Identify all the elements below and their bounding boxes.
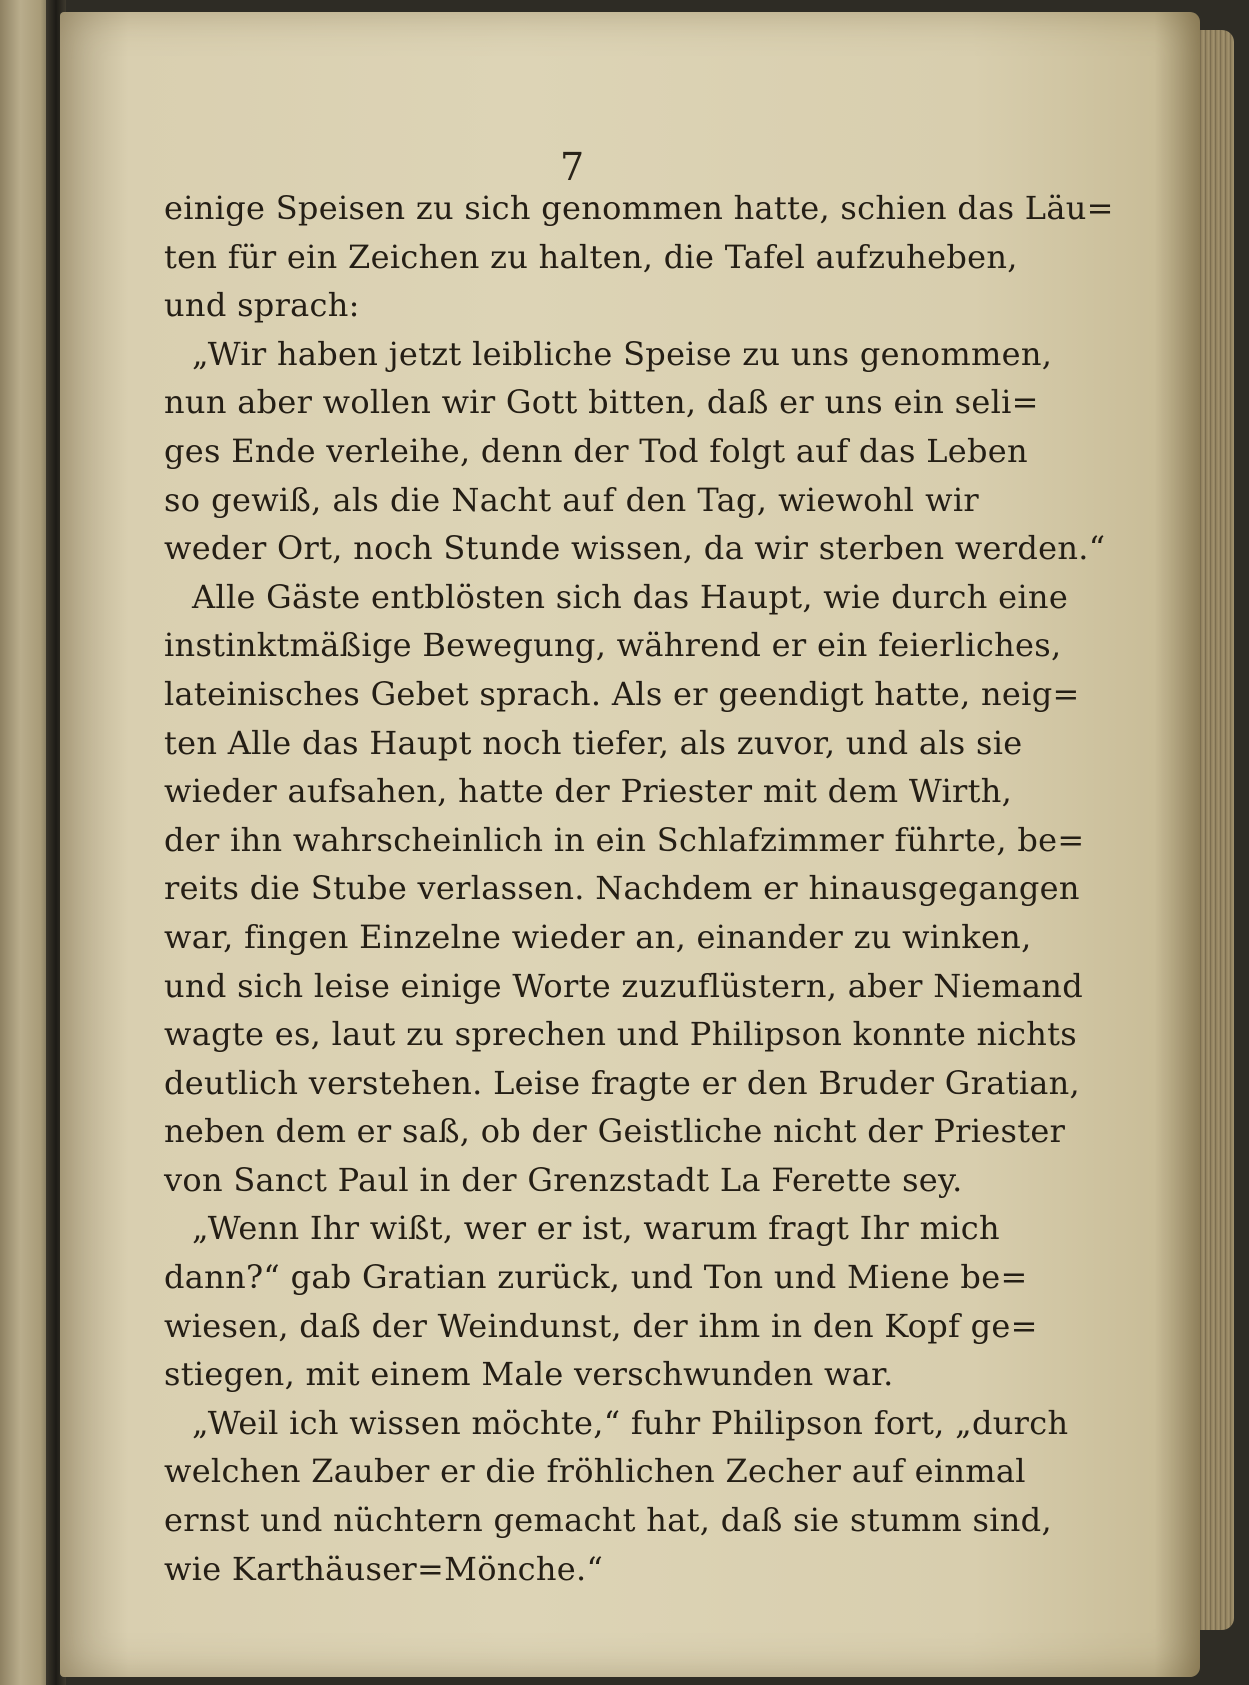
text-line: und sprach: [164, 286, 360, 325]
page-number: 7 [560, 145, 585, 189]
text-line: wiesen, daß der Weindunst, der ihm in den Kopf ge= [164, 1306, 1038, 1345]
text-line: ges Ende verleihe, denn der Tod folgt auf das Leben [164, 431, 1028, 470]
text-line: neben dem er saß, ob der Geistliche nicht der Priester [164, 1112, 1066, 1151]
text-line: nun aber wollen wir Gott bitten, daß er uns ein seli= [164, 383, 1039, 422]
text-line: so gewiß, als die Nacht auf den Tag, wiewohl wir [164, 480, 979, 519]
text-line: wie Karthäuser=Mönche.“ [164, 1549, 604, 1588]
page-stack-edges [1196, 30, 1234, 1630]
text-line: instinktmäßige Bewegung, während er ein feierliches, [164, 626, 1062, 665]
text-line: „Weil ich wissen möchte,“ fuhr Philipson fort, „durch [192, 1403, 1069, 1442]
text-line: weder Ort, noch Stunde wissen, da wir sterben werden.“ [164, 529, 1106, 568]
text-line: und sich leise einige Worte zuzuflüstern, aber Niemand [164, 966, 1083, 1005]
text-line: wieder aufsahen, hatte der Priester mit dem Wirth, [164, 772, 1013, 811]
body-text [164, 184, 1114, 1593]
text-line: „Wir haben jetzt leibliche Speise zu uns genommen, [192, 334, 1053, 373]
text-line: ernst und nüchtern gemacht hat, daß sie stumm sind, [164, 1501, 1052, 1540]
text-line: einige Speisen zu sich genommen hatte, schien das Läu= [164, 189, 1114, 227]
text-line: lateinisches Gebet sprach. Als er geendigt hatte, neig= [164, 674, 1080, 713]
text-line: war, fingen Einzelne wieder an, einander zu winken, [164, 917, 1032, 956]
text-line: welchen Zauber er die fröhlichen Zecher auf einmal [164, 1452, 1026, 1491]
text-line: wagte es, laut zu sprechen und Philipson konnte nichts [164, 1015, 1077, 1054]
text-line: Alle Gäste entblösten sich das Haupt, wie durch eine [192, 577, 1069, 616]
text-line: der ihn wahrscheinlich in ein Schlafzimmer führte, be= [164, 820, 1085, 859]
text-line: von Sanct Paul in der Grenzstadt La Ferette sey. [164, 1160, 963, 1199]
text-line: reits die Stube verlassen. Nachdem er hinausgegangen [164, 869, 1080, 908]
text-line: ten für ein Zeichen zu halten, die Tafel aufzuheben, [164, 237, 1018, 276]
text-line: deutlich verstehen. Leise fragte er den Bruder Gratian, [164, 1063, 1081, 1102]
text-line: stiegen, mit einem Male verschwunden war. [164, 1355, 894, 1394]
text-line: „Wenn Ihr wißt, wer er ist, warum fragt Ihr mich [192, 1209, 1000, 1248]
text-line: dann?“ gab Gratian zurück, und Ton und Miene be= [164, 1258, 1028, 1297]
text-line: ten Alle das Haupt noch tiefer, als zuvor, und als sie [164, 723, 1023, 762]
